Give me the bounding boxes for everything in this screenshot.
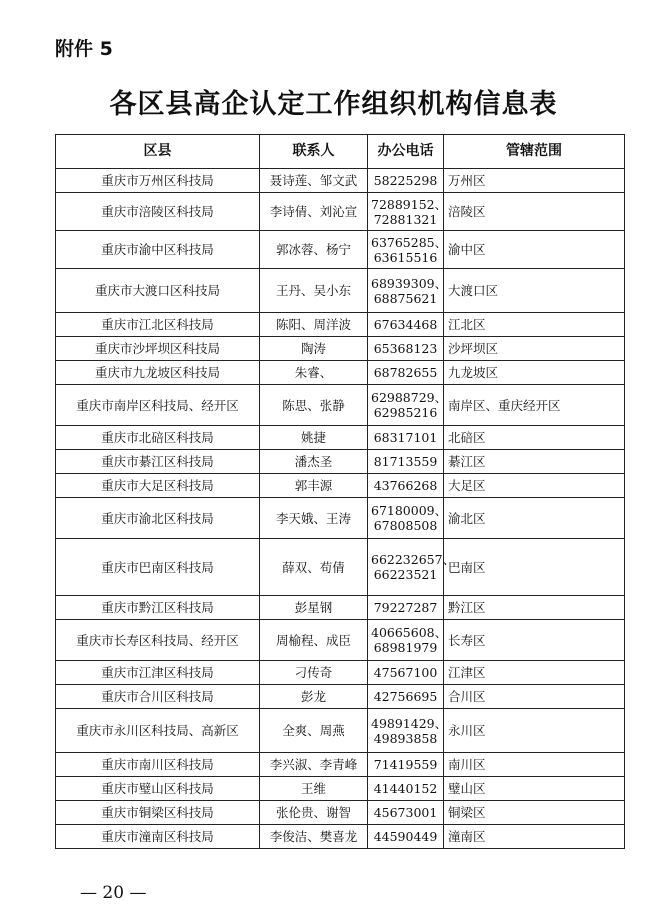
cell-jurisdiction: 江津区	[444, 661, 625, 685]
cell-contact: 薛双、苟倩	[260, 539, 368, 596]
cell-jurisdiction: 渝中区	[444, 231, 625, 269]
cell-contact: 姚捷	[260, 426, 368, 450]
table-row	[56, 596, 625, 620]
cell-phone	[368, 777, 444, 801]
phone-number: 49893858	[373, 730, 438, 746]
page-number: — 20 —	[80, 883, 147, 903]
cell-phone	[368, 269, 448, 313]
cell-phone	[368, 685, 444, 709]
cell-district: 重庆市江津区科技局	[56, 661, 260, 685]
phone-number: 58225298	[373, 173, 438, 188]
phone-number: 49891429、	[371, 715, 448, 731]
cell-contact: 陶涛	[260, 337, 368, 361]
cell-phone	[368, 313, 444, 337]
phone-number: 72881321	[373, 211, 438, 227]
column-header-district: 区县	[56, 135, 260, 169]
table-body	[56, 169, 625, 849]
cell-jurisdiction: 黔江区	[444, 596, 625, 620]
phone-number: 81713559	[373, 454, 438, 469]
cell-phone	[368, 709, 448, 753]
cell-jurisdiction: 大足区	[444, 474, 625, 498]
phone-number: 42756695	[373, 689, 438, 704]
cell-district: 重庆市璧山区科技局	[56, 777, 260, 801]
cell-district: 重庆市沙坪坝区科技局	[56, 337, 260, 361]
cell-jurisdiction: 璧山区	[444, 777, 625, 801]
table-row	[56, 474, 625, 498]
cell-district: 重庆市黔江区科技局	[56, 596, 260, 620]
cell-contact: 潘杰圣	[260, 450, 368, 474]
cell-phone	[368, 539, 456, 596]
cell-district: 重庆市大渡口区科技局	[56, 269, 260, 313]
cell-district: 重庆市渝北区科技局	[56, 498, 260, 539]
cell-contact: 朱睿、	[260, 361, 368, 385]
phone-number: 45673001	[373, 805, 438, 820]
organization-info-table	[55, 134, 625, 849]
phone-number: 62988729、	[371, 390, 448, 405]
phone-number: 62985216	[373, 405, 438, 420]
table-row	[56, 313, 625, 337]
cell-contact: 李兴淑、李青峰	[260, 753, 368, 777]
phone-number: 65368123	[373, 341, 438, 356]
table-row	[56, 709, 625, 753]
cell-district: 重庆市九龙坡区科技局	[56, 361, 260, 385]
cell-phone	[368, 450, 444, 474]
table-row	[56, 753, 625, 777]
cell-district: 重庆市渝中区科技局	[56, 231, 260, 269]
cell-contact: 刁传奇	[260, 661, 368, 685]
cell-phone	[368, 661, 444, 685]
column-header-phone: 办公电话	[368, 135, 444, 169]
table-row	[56, 539, 625, 596]
cell-jurisdiction: 涪陵区	[444, 193, 625, 231]
cell-jurisdiction: 九龙坡区	[444, 361, 625, 385]
cell-district: 重庆市涪陵区科技局	[56, 193, 260, 231]
column-header-area: 管辖范围	[444, 135, 625, 169]
phone-number: 67180009、	[371, 503, 448, 518]
cell-jurisdiction: 长寿区	[444, 620, 625, 661]
cell-jurisdiction: 潼南区	[444, 825, 625, 849]
cell-district: 重庆市合川区科技局	[56, 685, 260, 709]
table-row	[56, 661, 625, 685]
cell-district: 重庆市永川区科技局、高新区	[56, 709, 260, 753]
cell-jurisdiction: 江北区	[444, 313, 625, 337]
table-row	[56, 620, 625, 661]
phone-number: 44590449	[373, 829, 438, 844]
cell-jurisdiction: 北碚区	[444, 426, 625, 450]
table-row	[56, 337, 625, 361]
cell-contact: 全爽、周燕	[260, 709, 368, 753]
phone-number: 68875621	[373, 290, 438, 306]
cell-district: 重庆市巴南区科技局	[56, 539, 260, 596]
cell-contact: 聂诗莲、邹文武	[260, 169, 368, 193]
cell-jurisdiction: 渝北区	[444, 498, 625, 539]
cell-jurisdiction: 南川区	[444, 753, 625, 777]
phone-number: 68981979	[373, 640, 438, 655]
attachment-label: 附件 5	[55, 38, 113, 60]
phone-number: 43766268	[373, 478, 438, 493]
cell-contact: 周榆程、成臣	[260, 620, 368, 661]
phone-number: 71419559	[373, 757, 438, 772]
cell-phone	[368, 620, 448, 661]
phone-number: 662232657、	[371, 552, 456, 567]
table-row	[56, 231, 625, 269]
phone-number: 79227287	[373, 600, 438, 615]
cell-phone	[368, 361, 444, 385]
cell-district: 重庆市万州区科技局	[56, 169, 260, 193]
column-header-contact: 联系人	[260, 135, 368, 169]
cell-contact: 陈思、张静	[260, 385, 368, 426]
cell-phone	[368, 193, 448, 231]
cell-contact: 李诗倩、刘沁宣	[260, 193, 368, 231]
phone-number: 63765285、	[371, 234, 448, 250]
cell-phone	[368, 596, 444, 620]
phone-number: 68317101	[373, 430, 438, 445]
cell-district: 重庆市长寿区科技局、经开区	[56, 620, 260, 661]
cell-contact: 王维	[260, 777, 368, 801]
phone-number: 72889152、	[371, 196, 448, 212]
cell-contact: 彭龙	[260, 685, 368, 709]
cell-phone	[368, 231, 448, 269]
cell-jurisdiction: 大渡口区	[444, 269, 625, 313]
phone-number: 67634468	[373, 317, 438, 332]
cell-district: 重庆市江北区科技局	[56, 313, 260, 337]
table-row	[56, 777, 625, 801]
cell-phone	[368, 498, 448, 539]
table-row	[56, 193, 625, 231]
cell-district: 重庆市潼南区科技局	[56, 825, 260, 849]
phone-number: 67808508	[373, 518, 438, 533]
cell-phone	[368, 385, 448, 426]
table-header-row	[56, 135, 625, 169]
cell-contact: 郭丰源	[260, 474, 368, 498]
phone-number: 66223521	[373, 567, 438, 582]
cell-phone	[368, 169, 444, 193]
phone-number: 47567100	[373, 665, 438, 680]
cell-jurisdiction: 永川区	[444, 709, 625, 753]
cell-jurisdiction: 巴南区	[444, 539, 625, 596]
cell-jurisdiction: 铜梁区	[444, 801, 625, 825]
cell-phone	[368, 753, 444, 777]
document-title: 各区县高企认定工作组织机构信息表	[109, 89, 558, 120]
cell-contact: 彭星钢	[260, 596, 368, 620]
table-row	[56, 385, 625, 426]
table-row	[56, 450, 625, 474]
phone-number: 40665608、	[371, 625, 448, 640]
cell-contact: 张伦贵、谢智	[260, 801, 368, 825]
table-row	[56, 825, 625, 849]
table-row	[56, 801, 625, 825]
phone-number: 68782655	[373, 365, 438, 380]
cell-district: 重庆市北碚区科技局	[56, 426, 260, 450]
cell-district: 重庆市南岸区科技局、经开区	[56, 385, 260, 426]
table-row	[56, 361, 625, 385]
cell-district: 重庆市铜梁区科技局	[56, 801, 260, 825]
cell-phone	[368, 474, 444, 498]
cell-contact: 郭冰蓉、杨宁	[260, 231, 368, 269]
cell-district: 重庆市大足区科技局	[56, 474, 260, 498]
cell-phone	[368, 426, 444, 450]
table-row	[56, 169, 625, 193]
table-row	[56, 426, 625, 450]
cell-contact: 陈阳、周洋波	[260, 313, 368, 337]
cell-contact: 李俊洁、樊喜龙	[260, 825, 368, 849]
table-row	[56, 498, 625, 539]
cell-jurisdiction: 合川区	[444, 685, 625, 709]
cell-jurisdiction: 沙坪坝区	[444, 337, 625, 361]
phone-number: 68939309、	[371, 275, 448, 291]
table-row	[56, 685, 625, 709]
cell-phone	[368, 801, 444, 825]
cell-district: 重庆市綦江区科技局	[56, 450, 260, 474]
table-row	[56, 269, 625, 313]
cell-jurisdiction: 南岸区、重庆经开区	[444, 385, 625, 426]
phone-number: 63615516	[373, 249, 438, 265]
cell-district: 重庆市南川区科技局	[56, 753, 260, 777]
phone-number: 41440152	[373, 781, 438, 796]
cell-jurisdiction: 綦江区	[444, 450, 625, 474]
cell-contact: 李天娥、王涛	[260, 498, 368, 539]
cell-jurisdiction: 万州区	[444, 169, 625, 193]
cell-phone	[368, 825, 444, 849]
cell-phone	[368, 337, 444, 361]
cell-contact: 王丹、吴小东	[260, 269, 368, 313]
